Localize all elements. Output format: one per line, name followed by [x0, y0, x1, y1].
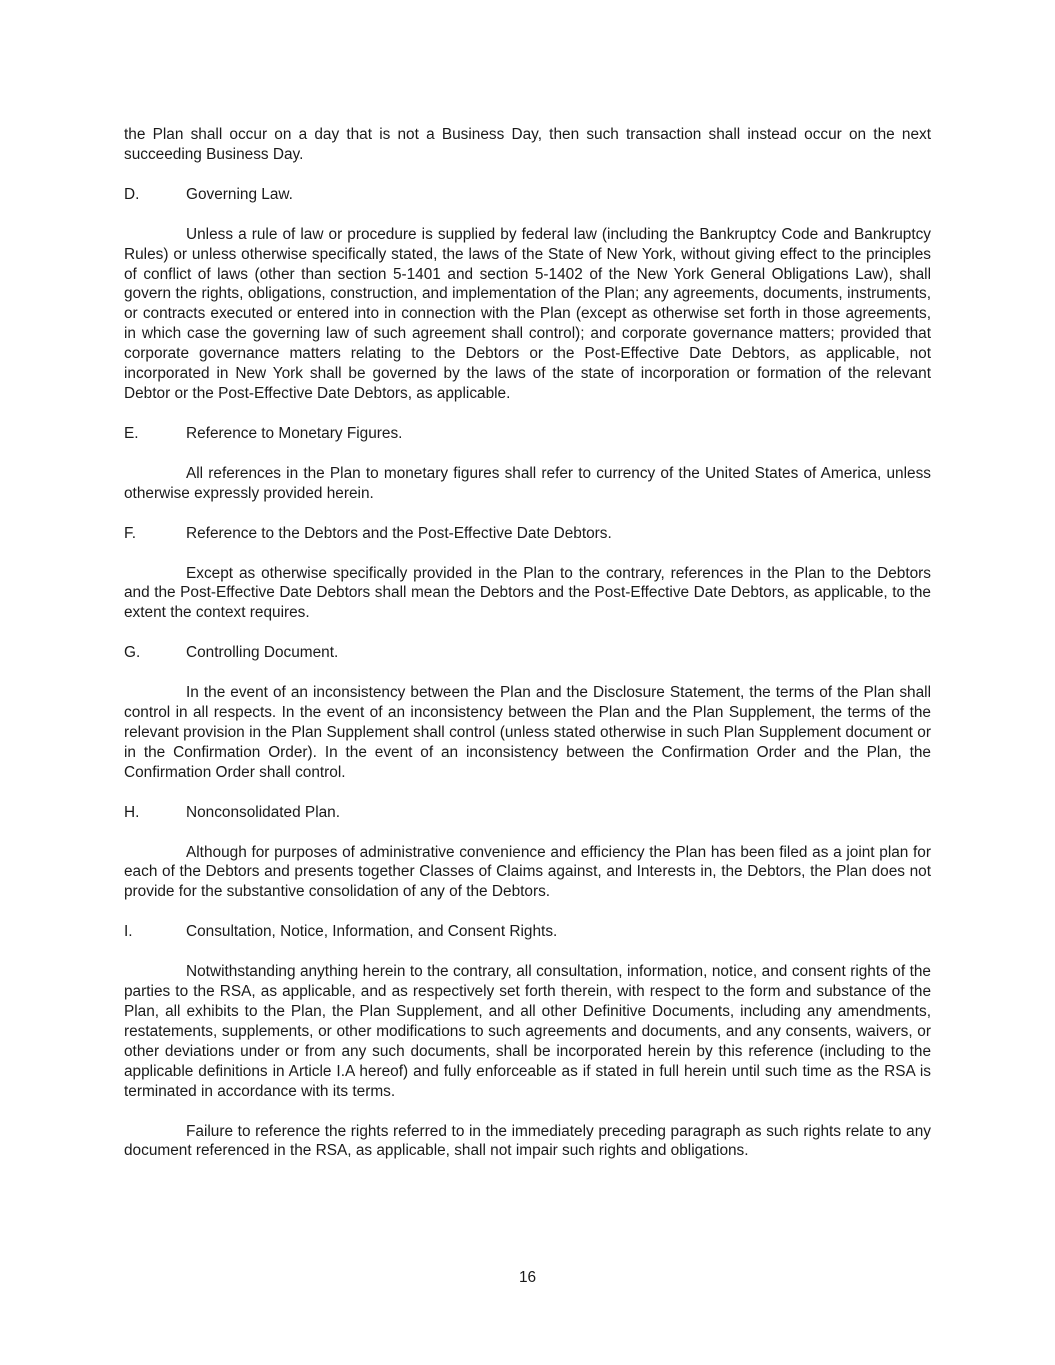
- section-title: Reference to the Debtors and the Post-Effective Date Debtors.: [186, 524, 612, 542]
- section-letter: I.: [124, 923, 133, 941]
- section-paragraph: All references in the Plan to monetary figures shall refer to currency of the United States of America, unless otherwise expressly provided herein.: [124, 464, 931, 502]
- section-i: [124, 922, 931, 1161]
- section-paragraph: In the event of an inconsistency between the Plan and the Disclosure Statement, the terms of the Plan shall control in all respects. In the event of an inconsistency between the Plan and the Plan Supplement, the terms of the relevant provision in the Plan Supplement shall control (unless stated otherwise in such Plan Supplement document or in the Confirmation Order). In the event of an inconsistency between the Confirmation Order and the Plan, the Confirmation Order shall control.: [124, 684, 931, 781]
- section-heading: [124, 424, 931, 444]
- section-h: [124, 803, 931, 903]
- section-paragraph: Unless a rule of law or procedure is supplied by federal law (including the Bankruptcy Code and Bankruptcy Rules) or unless otherwise specifically stated, the laws of the State of New York, without giving effect to the principles of conflict of laws (other than section 5-1401 and section 5-1402 of the New York General Obligations Law), shall govern the rights, obligations, construction, and implementation of the Plan; any agreements, documents, instruments, or contracts executed or entered into in connection with the Plan (except as otherwise set forth in those agreements, in which case the governing law of such agreement shall control); and corporate governance matters; provided that corporate governance matters relating to the Debtors or the Post-Effective Date Debtors, as applicable, not incorporated in New York shall be governed by the laws of the state of incorporation or formation of the relevant Debtor or the Post-Effective Date Debtors, as applicable.: [124, 225, 931, 402]
- section-f: [124, 524, 931, 624]
- section-paragraph: Failure to reference the rights referred to in the immediately preceding paragraph as such rights relate to any document referenced in the RSA, as applicable, shall not impair such rights and obligations.: [124, 1122, 931, 1160]
- section-heading: [124, 922, 931, 942]
- section-d: [124, 185, 931, 404]
- section-letter: H.: [124, 803, 140, 821]
- section-title: Governing Law.: [186, 185, 293, 203]
- section-letter: F.: [124, 524, 136, 542]
- section-letter: D.: [124, 185, 140, 203]
- continuation-paragraph: the Plan shall occur on a day that is not a Business Day, then such transaction shall instead occur on the next succeeding Business Day.: [124, 126, 931, 163]
- section-title: Consultation, Notice, Information, and Consent Rights.: [186, 923, 558, 941]
- section-paragraph: Notwithstanding anything herein to the contrary, all consultation, information, notice, and consent rights of the parties to the RSA, as applicable, and as respectively set forth therein, with respect to the form and substance of the Plan, all exhibits to the Plan, the Plan Supplement, and all other Definitive Documents, including any amendments, restatements, supplements, or other modifications to such agreements and documents, and any consents, waivers, or other deviations under or from any such documents, shall be incorporated herein by this reference (including to the applicable definitions in Article I.A hereof) and fully enforceable as if stated in full herein until such time as the RSA is terminated in accordance with its terms.: [124, 963, 931, 1100]
- section-heading: [124, 803, 931, 823]
- section-heading: [124, 185, 931, 205]
- document-page: [124, 125, 931, 1181]
- section-title: Nonconsolidated Plan.: [186, 803, 341, 821]
- section-paragraph: Although for purposes of administrative convenience and efficiency the Plan has been filed as a joint plan for each of the Debtors and presents together Classes of Claims against, and Interests in, the Debtors, the Plan does not provide for the substantive consolidation of any of the Debtors.: [124, 843, 931, 901]
- section-letter: G.: [124, 644, 141, 662]
- section-e: [124, 424, 931, 504]
- section-letter: E.: [124, 424, 139, 442]
- section-paragraph: Except as otherwise specifically provided in the Plan to the contrary, references in the Plan to the Debtors and the Post-Effective Date Debtors shall mean the Debtors and the Post-Effective Date Debtors, as applicable, to the extent the context requires.: [124, 564, 931, 622]
- section-g: [124, 643, 931, 782]
- page-number: 16: [518, 1269, 537, 1286]
- section-heading: [124, 524, 931, 544]
- section-title: Controlling Document.: [186, 644, 339, 662]
- section-title: Reference to Monetary Figures.: [186, 424, 403, 442]
- section-heading: [124, 643, 931, 663]
